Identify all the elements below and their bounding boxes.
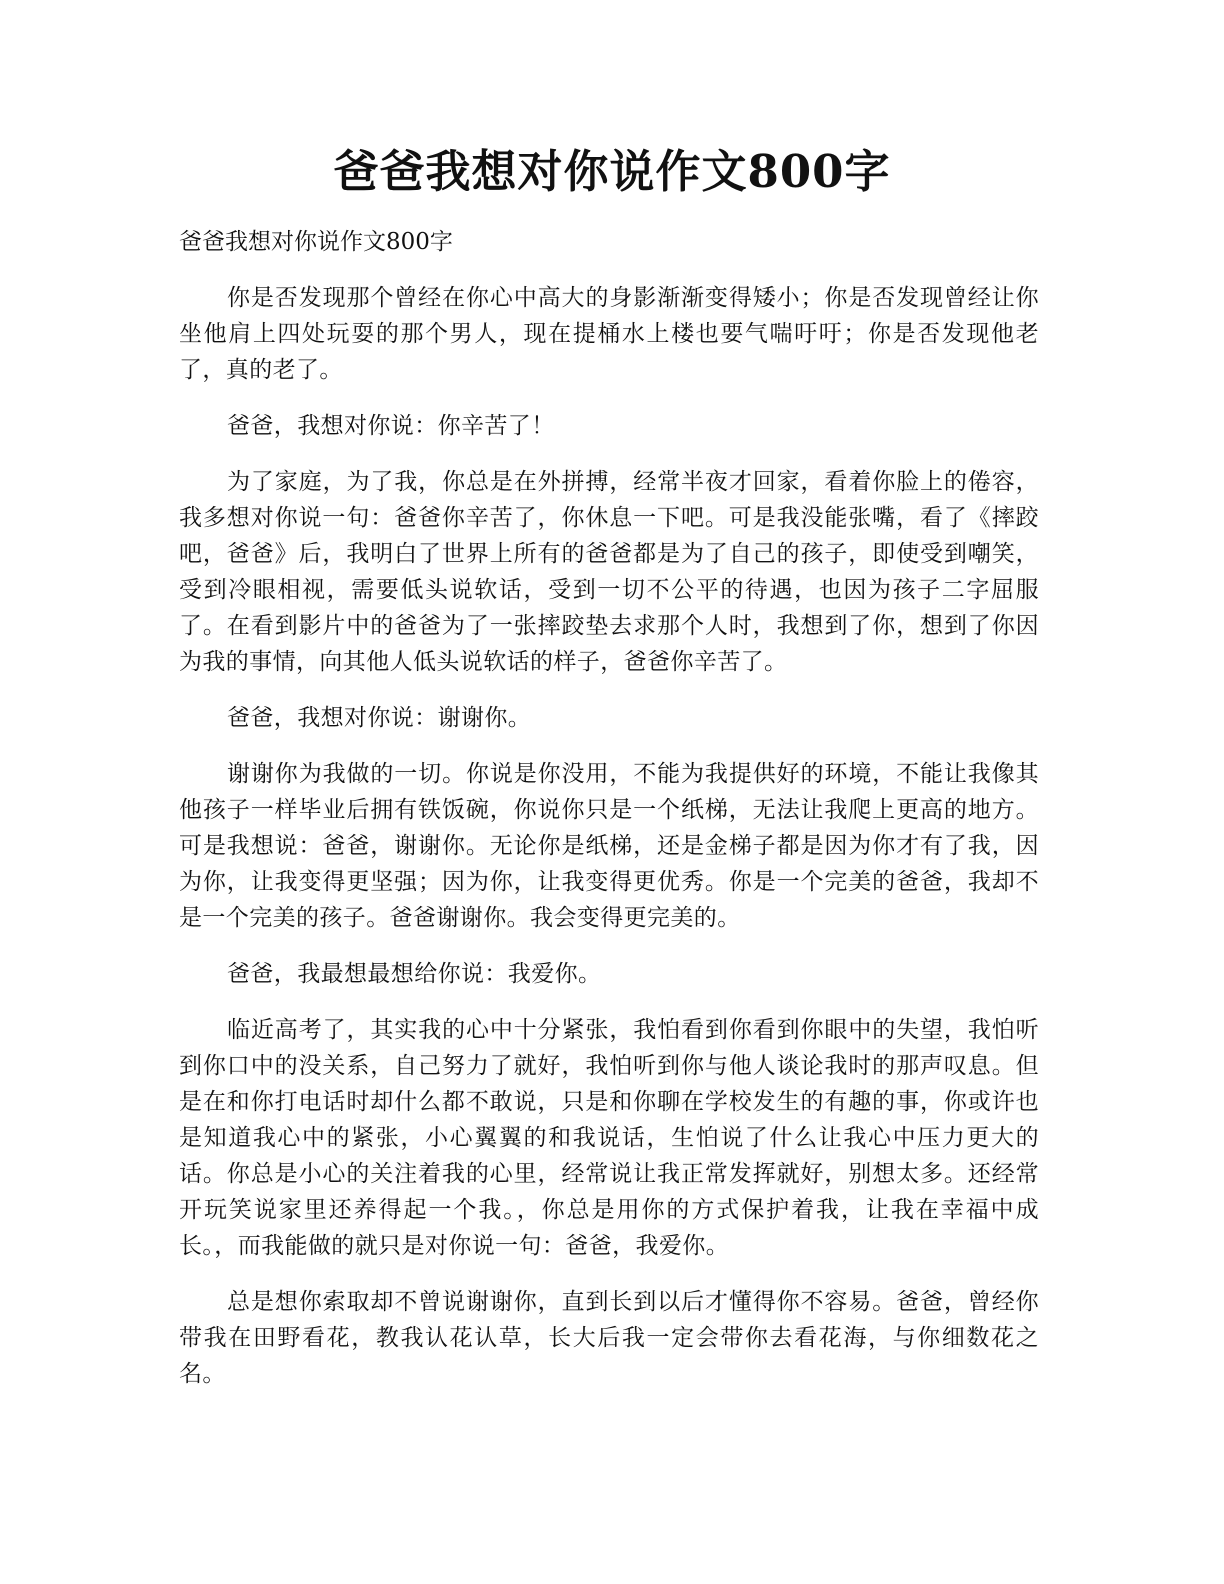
paragraph: 谢谢你为我做的一切。你说是你没用，不能为我提供好的环境，不能让我像其他孩子一样毕业后拥有铁饭碗，你说你只是一个纸梯，无法让我爬上更高的地方。可是我想说：爸爸，谢谢你。无论你是纸梯，还是金梯子都是因为你才有了我，因为你，让我变得更坚强；因为你，让我变得更优秀。你是一个完美的爸爸，我却不是一个完美的孩子。爸爸谢谢你。我会变得更完美的。 [179, 761, 1039, 931]
document-title: 爸爸我想对你说作文800字 [333, 145, 891, 198]
document-body [179, 224, 1039, 1412]
paragraph: 临近高考了，其实我的心中十分紧张，我怕看到你看到你眼中的失望，我怕听到你口中的没关系，自己努力了就好，我怕听到你与他人谈论我时的那声叹息。但是在和你打电话时却什么都不敢说，只是和你聊在学校发生的有趣的事，你或许也是知道我心中的紧张，小心翼翼的和我说话，生怕说了什么让我心中压力更大的话。你总是小心的关注着我的心里，经常说让我正常发挥就好，别想太多。还经常开玩笑说家里还养得起一个我。，你总是用你的方式保护着我，让我在幸福中成长。，而我能做的就只是对你说一句：爸爸，我爱你。 [179, 1017, 1039, 1259]
document-subtitle: 爸爸我想对你说作文800字 [179, 229, 453, 255]
paragraph: 总是想你索取却不曾说谢谢你，直到长到以后才懂得你不容易。爸爸，曾经你带我在田野看花，教我认花认草，长大后我一定会带你去看花海，与你细数花之名。 [179, 1289, 1039, 1387]
paragraph: 爸爸，我想对你说：你辛苦了！ [227, 413, 555, 439]
paragraph: 为了家庭，为了我，你总是在外拼搏，经常半夜才回家，看着你脸上的倦容，我多想对你说一句：爸爸你辛苦了，你休息一下吧。可是我没能张嘴，看了《摔跤吧，爸爸》后，我明白了世界上所有的爸爸都是为了自己的孩子，即使受到嘲笑，受到冷眼相视，需要低头说软话，受到一切不公平的待遇，也因为孩子二字屈服了。在看到影片中的爸爸为了一张摔跤垫去求那个人时，我想到了你，想到了你因为我的事情，向其他人低头说软话的样子，爸爸你辛苦了。 [179, 469, 1039, 675]
paragraph: 爸爸，我想对你说：谢谢你。 [227, 705, 532, 731]
paragraph: 爸爸，我最想最想给你说：我爱你。 [227, 961, 602, 987]
paragraph: 你是否发现那个曾经在你心中高大的身影渐渐变得矮小；你是否发现曾经让你坐他肩上四处玩耍的那个男人，现在提桶水上楼也要气喘吁吁；你是否发现他老了，真的老了。 [179, 285, 1039, 383]
